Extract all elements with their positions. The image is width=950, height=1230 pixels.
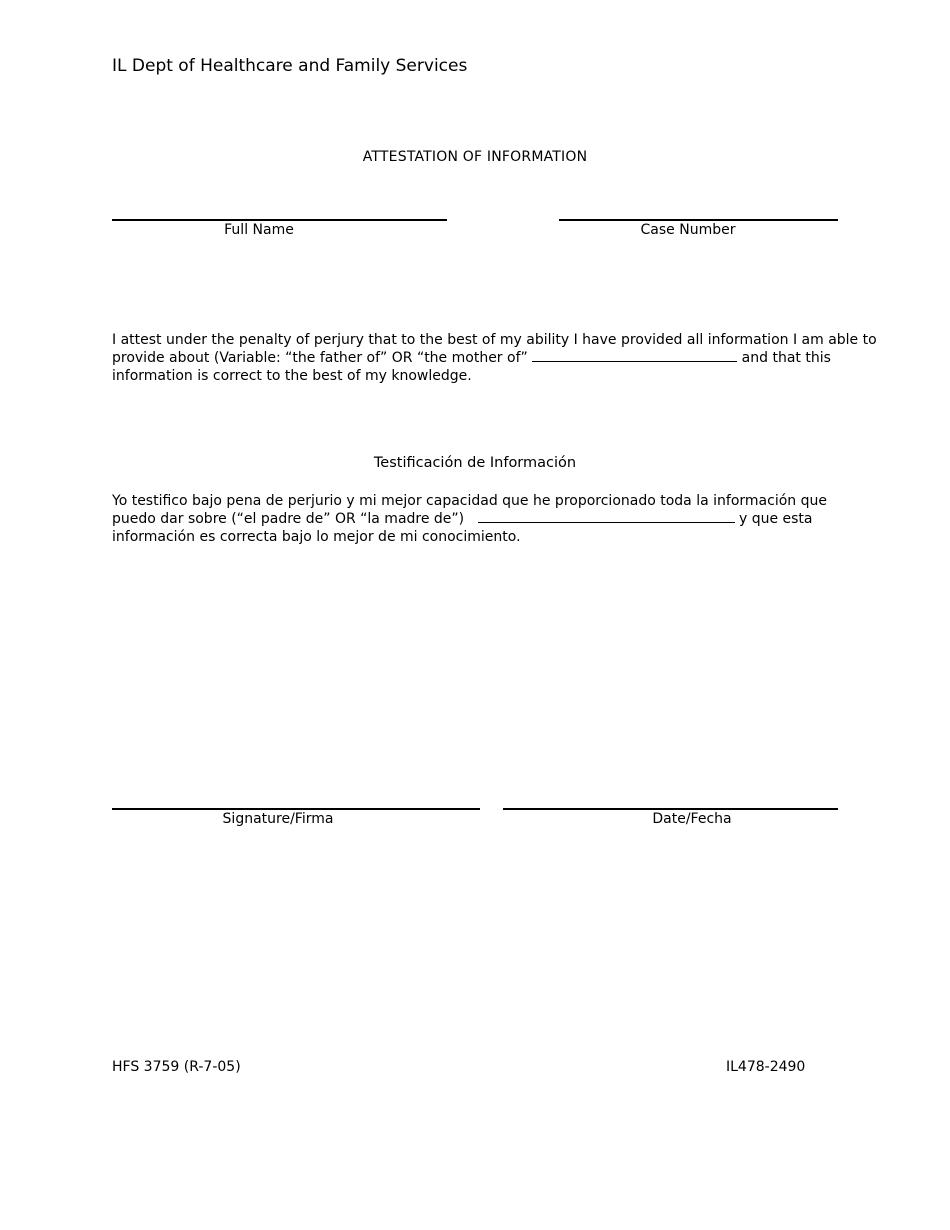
testificacion-line-2-text: puedo dar sobre (“el padre de” OR “la madre de”) — [112, 511, 465, 527]
attestation-line-3: information is correct to the best of my knowledge. — [112, 368, 472, 384]
attestation-line-2 — [112, 349, 842, 367]
form-number: HFS 3759 (R-7-05) — [112, 1059, 241, 1075]
attestation-paragraph-en — [112, 331, 877, 385]
person-blank-es[interactable] — [478, 510, 735, 523]
date-label: Date/Fecha — [652, 811, 732, 827]
form-title: ATTESTATION OF INFORMATION — [362, 149, 588, 165]
case-number-field[interactable] — [559, 219, 838, 221]
testificacion-line-2-tail: y que esta — [738, 511, 813, 527]
attestation-line-1: I attest under the penalty of perjury that to the best of my ability I have provided all information I am able to — [112, 332, 877, 348]
testificacion-line-1: Yo testifico bajo pena de perjurio y mi mejor capacidad que he proporcionado toda la información que — [112, 493, 827, 509]
agency-name: IL Dept of Healthcare and Family Services — [112, 56, 468, 76]
testificacion-line-3: información es correcta bajo lo mejor de mi conocimiento. — [112, 529, 521, 545]
date-field[interactable] — [503, 808, 838, 810]
signature-field[interactable] — [112, 808, 480, 810]
signature-label: Signature/Firma — [222, 811, 334, 827]
spanish-title: Testificación de Información — [373, 455, 577, 471]
form-code: IL478-2490 — [726, 1059, 806, 1075]
attestation-line-2-text: provide about (Variable: “the father of” OR “the mother of” — [112, 350, 528, 366]
full-name-label: Full Name — [224, 222, 294, 238]
person-blank-en[interactable] — [532, 349, 737, 362]
attestation-paragraph-es — [112, 492, 842, 546]
attestation-line-2-tail: and that this — [741, 350, 831, 366]
testificacion-line-2 — [112, 510, 842, 528]
full-name-field[interactable] — [112, 219, 447, 221]
case-number-label: Case Number — [640, 222, 736, 238]
